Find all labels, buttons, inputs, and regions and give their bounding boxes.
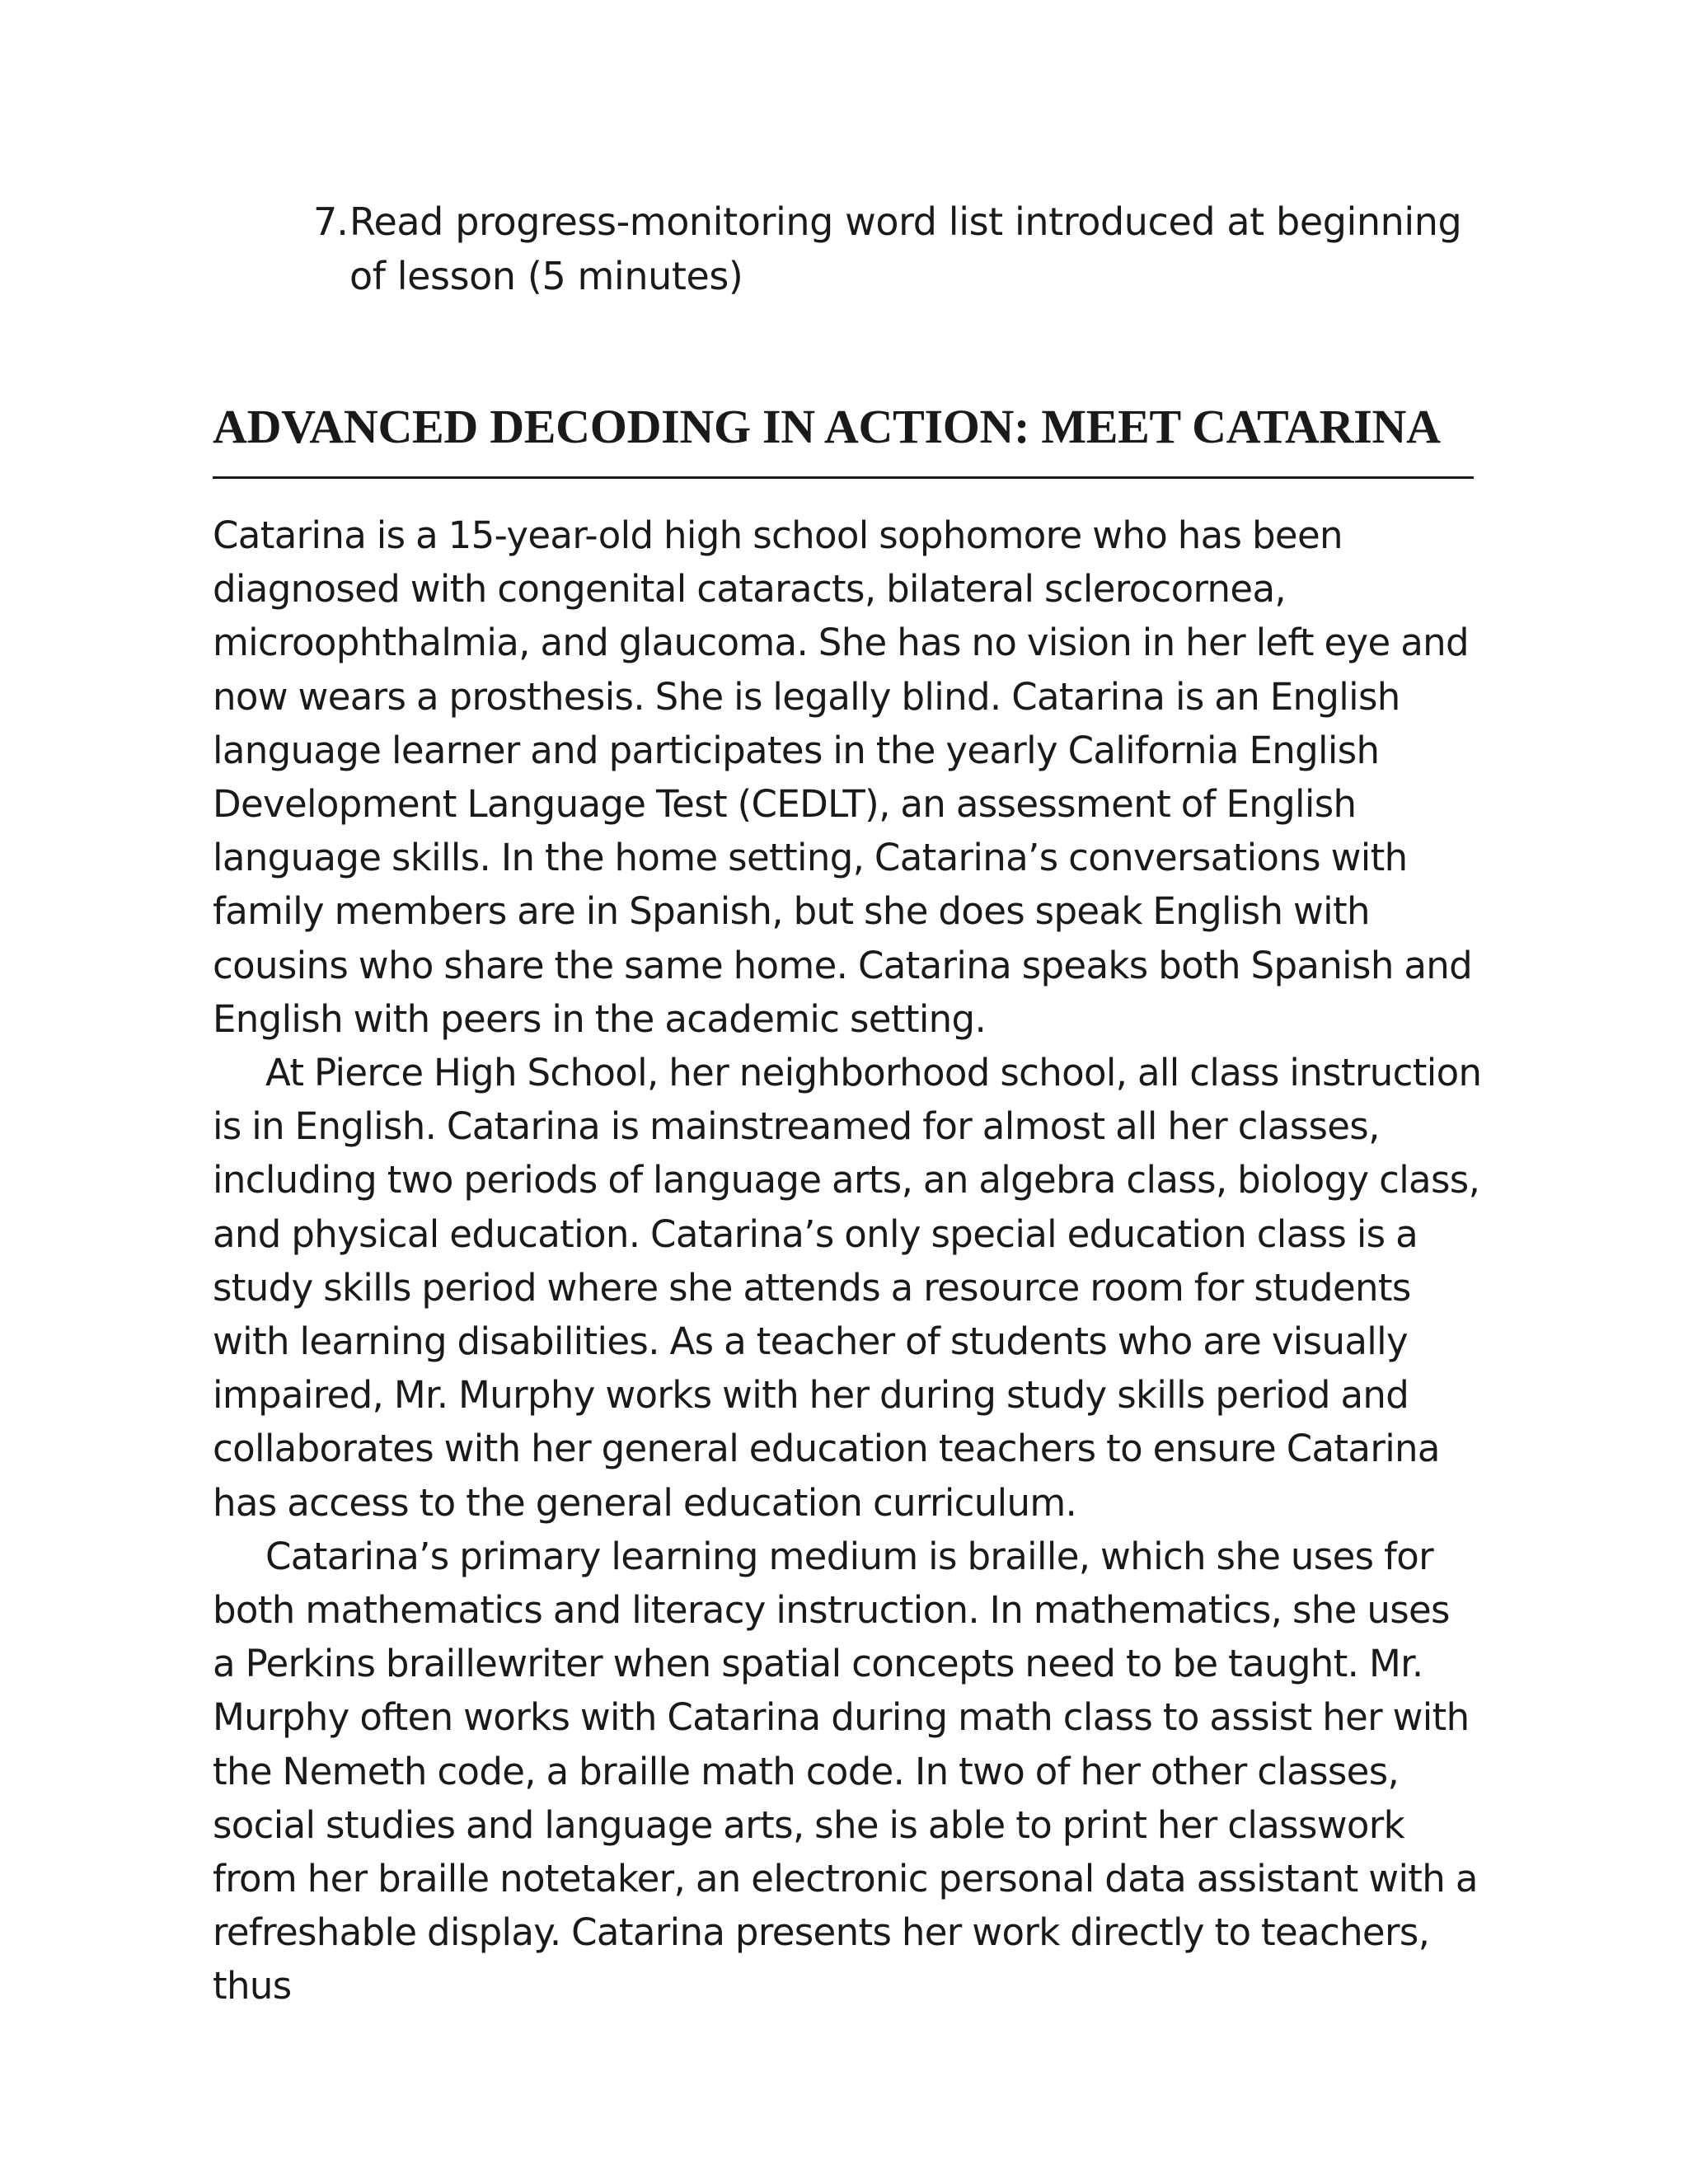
list-item-text: Read progress-monitoring word list introduced at beginning of lesson (5 minutes) [349, 199, 1462, 298]
list-item [313, 194, 1484, 303]
section-heading: ADVANCED DECODING IN ACTION: MEET CATARINA [213, 400, 1441, 453]
paragraph: Catarina is a 15-year-old high school sophomore who has been diagnosed with congenital cataracts, bilateral sclerocornea, microophthalmia, and glaucoma. She has no vision in her left eye and now wears a prosthesis. She is legally blind. Catarina is an English language learner and participates in the yearly California English Development Language Test (CEDLT), an assessment of English language skills. In the home setting, Catarina’s conversations with family members are in Spanish, but she does speak English with cousins who share the same home. Catarina speaks both Spanish and English with peers in the academic setting. [213, 513, 1473, 1041]
paragraph: At Pierce High School, her neighborhood school, all class instruction is in English. Catarina is mainstreamed for almost all her classes, including two periods of language arts, an algebra class, biology class, and physical education. Catarina’s only special education class is a study skills period where she attends a resource room for students with learning disabilities. As a teacher of students who are visually impaired, Mr. Murphy works with her during study skills period and collaborates with her general education teachers to ensure Catarina has access to the general education curriculum. [213, 1051, 1482, 1525]
paragraph: Catarina’s primary learning medium is braille, which she uses for both mathematics and literacy instruction. In mathematics, she uses a Perkins braillewriter when spatial concepts need to be taught. Mr. Murphy often works with Catarina during math class to assist her with the Nemeth code, a braille math code. In two of her other classes, social studies and language arts, she is able to print her classwork from her braille notetaker, an electronic personal data assistant with a refreshable display. Catarina presents her work directly to teachers, thus [213, 1534, 1478, 2008]
body-text [213, 509, 1482, 2013]
heading-rule [213, 476, 1474, 479]
list-item-number: 7. [313, 199, 348, 244]
